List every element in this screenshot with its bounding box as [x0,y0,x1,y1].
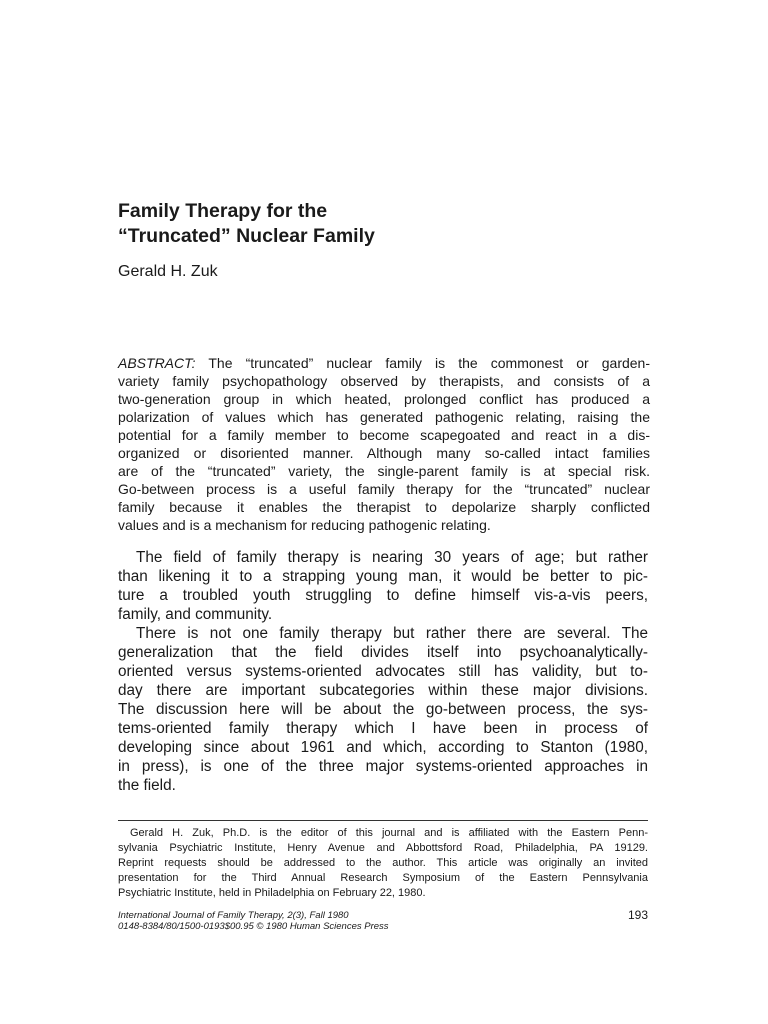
article-title-line-2: “Truncated” Nuclear Family [118,225,375,247]
article-title [118,199,678,249]
body-line: tems-oriented family therapy which I have been in process of [118,720,648,737]
abstract-line: are of the “truncated” variety, the single-parent family is at special risk. [118,463,650,479]
body-line: family, and community. [118,606,273,623]
author-name: Gerald H. Zuk [118,263,218,280]
body-text [118,548,648,795]
footnote-line: sylvania Psychiatric Institute, Henry Avenue and Abbottsford Road, Philadelphia, PA 19129. [118,842,648,854]
page-number: 193 [627,908,648,922]
abstract-line: Go-between process is a useful family therapy for the “truncated” nuclear [118,481,650,497]
copyright-line: 0148-8384/80/1500-0193$00.95 © 1980 Human Sciences Press [118,921,389,932]
footnote-divider [118,820,648,821]
body-line: There is not one family therapy but rather there are several. The [136,625,648,642]
body-line: ture a troubled youth struggling to define himself vis-a-vis peers, [118,587,648,604]
abstract-line: values and is a mechanism for reducing pathogenic relating. [118,517,491,533]
abstract-line: potential for a family member to become scapegoated and react in a dis- [118,427,650,443]
footnote-line: Psychiatric Institute, held in Philadelphia on February 22, 1980. [118,887,426,899]
abstract-line: variety family psychopathology observed by therapists, and consists of a [118,373,650,389]
abstract-line: polarization of values which has generated pathogenic relating, raising the [118,409,650,425]
abstract-line: family because it enables the therapist to depolarize sharply conflicted [118,499,650,515]
journal-line: International Journal of Family Therapy, 2(3), Fall 1980 [118,910,349,921]
body-line: The field of family therapy is nearing 30 years of age; but rather [136,549,648,566]
abstract-first-line-text: The “truncated” nuclear family is the commonest or garden- [195,355,650,371]
footnote-line: presentation for the Third Annual Research Symposium of the Eastern Pennsylvania [118,872,648,884]
abstract-line: organized or disoriented manner. Although many so-called intact families [118,445,650,461]
journal-citation [118,910,389,932]
abstract-line [118,354,650,372]
body-line: in press), is one of the three major systems-oriented approaches in [118,758,648,775]
body-line: generalization that the field divides itself into psychoanalytically- [118,644,648,661]
article-title-line-1: Family Therapy for the [118,200,328,222]
abstract-line: two-generation group in which heated, prolonged conflict has produced a [118,391,650,407]
footnote-line: Reprint requests should be addressed to the author. This article was originally an invited [118,857,648,869]
abstract-label: ABSTRACT: [118,355,196,371]
author-footnote [118,826,648,901]
footnote-line: Gerald H. Zuk, Ph.D. is the editor of this journal and is affiliated with the Eastern Penn- [130,827,648,839]
body-line: developing since about 1961 and which, according to Stanton (1980, [118,739,648,756]
body-line: the field. [118,777,176,794]
body-line: The discussion here will be about the go-between process, the sys- [118,701,648,718]
body-line: than likening it to a strapping young man, it would be better to pic- [118,568,648,585]
body-line: day there are important subcategories within these major divisions. [118,682,648,699]
abstract [118,354,650,534]
body-line: oriented versus systems-oriented advocates still has validity, but to- [118,663,648,680]
